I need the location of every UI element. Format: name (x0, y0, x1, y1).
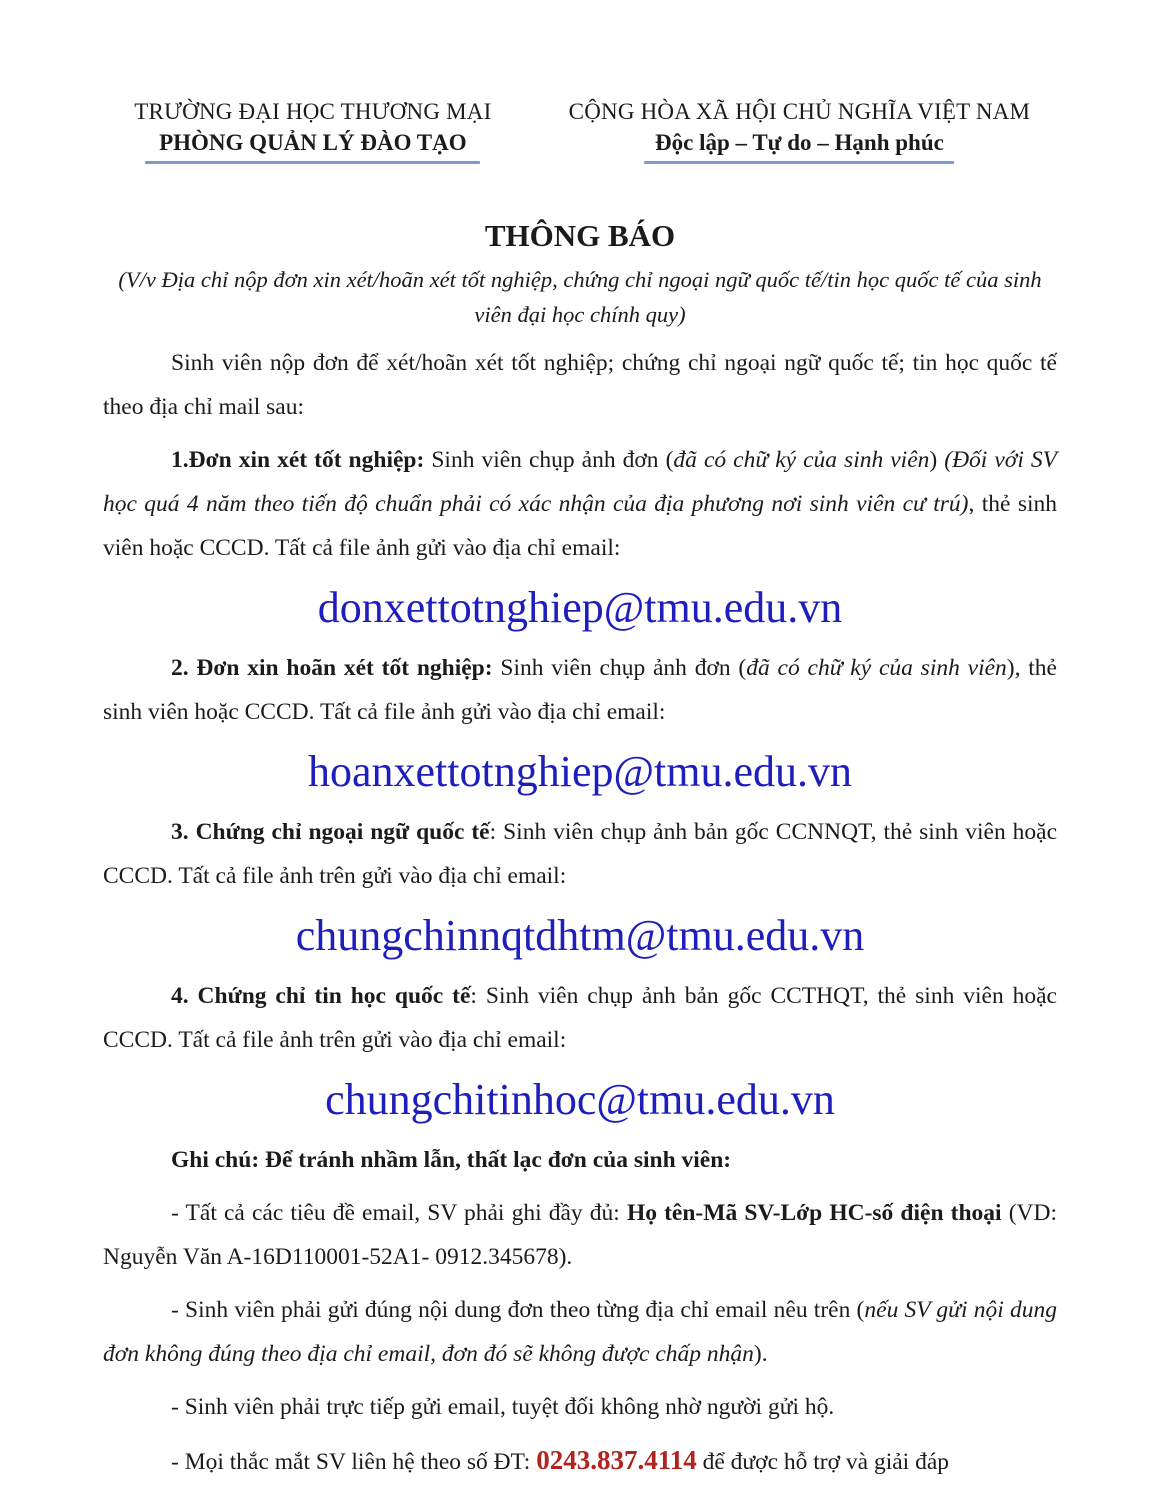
header-right-rule (644, 161, 954, 164)
notes-heading: Ghi chú: Để tránh nhầm lẫn, thất lạc đơn của sinh viên: (171, 1147, 732, 1173)
item-1-italic-a: đã có chữ ký của sinh viên (673, 447, 930, 473)
email-address-language-certificate: chungchinnqtdhtm@tmu.edu.vn (295, 911, 865, 960)
item-1-italic-b: (Đối với SV học quá 4 năm theo tiến độ chuẩn phải có xác nhận của địa phương nơi sinh viên cư trú) (103, 447, 1057, 517)
note-1-text-b: (VD: Nguyễn Văn A-16D110001-52A1- 0912.345678). (103, 1200, 1058, 1270)
email-address-graduation-review: donxettotnghiep@tmu.edu.vn (317, 583, 843, 632)
note-2-text-a: - Sinh viên phải gửi đúng nội dung đơn theo từng địa chỉ email nêu trên ( (171, 1297, 865, 1323)
item-2-italic-a: đã có chữ ký của sinh viên (746, 655, 1007, 681)
note-1-text-a: - Tất cả các tiêu đề email, SV phải ghi đầy đủ: (171, 1200, 627, 1226)
support-phone-number: 0243.837.4114 (536, 1445, 697, 1475)
item-2-text-b: ), thẻ sinh viên hoặc CCCD. Tất cả file ảnh gửi vào địa chỉ email: (103, 655, 1057, 725)
note-4-text-a: - Mọi thắc mắt SV liên hệ theo số ĐT: (171, 1449, 537, 1475)
national-title: CỘNG HÒA XÃ HỘI CHỦ NGHĨA VIỆT NAM (568, 99, 1031, 124)
national-motto-block (542, 96, 1057, 164)
item-1-label: 1.Đơn xin xét tốt nghiệp: (171, 447, 425, 473)
document-subject: (V/v Địa chỉ nộp đơn xin xét/hoãn xét tốt nghiệp, chứng chỉ ngoại ngữ quốc tế/tin học quốc tế của sinh viên đại học chính quy) (118, 267, 1042, 327)
document-header (103, 96, 1057, 164)
item-4-text-a: : Sinh viên chụp ảnh bản gốc CCTHQT, thẻ sinh viên hoặc CCCD. Tất cả file ảnh trên gửi vào địa chỉ email: (103, 983, 1057, 1053)
header-left-rule (145, 161, 480, 164)
issuing-org-block (103, 96, 523, 164)
item-1-text-a: Sinh viên chụp ảnh đơn ( (424, 447, 674, 473)
document-title: THÔNG BÁO (484, 218, 676, 253)
item-1-paragraph (103, 438, 1057, 570)
note-3-paragraph: - Sinh viên phải trực tiếp gửi email, tuyệt đối không nhờ người gửi hộ. (171, 1394, 835, 1420)
item-2-text-a: Sinh viên chụp ảnh đơn ( (492, 655, 747, 681)
note-2-italic: nếu SV gửi nội dung đơn không đúng theo địa chỉ email, đơn đó sẽ không được chấp nhận (103, 1297, 1057, 1367)
item-4-label: 4. Chứng chỉ tin học quốc tế (171, 983, 471, 1009)
department-name: PHÒNG QUẢN LÝ ĐÀO TẠO (159, 130, 467, 155)
item-3-text-a: : Sinh viên chụp ảnh bản gốc CCNNQT, thẻ sinh viên hoặc CCCD. Tất cả file ảnh trên gửi vào địa chỉ email: (103, 819, 1057, 889)
note-2-paragraph (103, 1288, 1057, 1376)
university-name: TRƯỜNG ĐẠI HỌC THƯƠNG MẠI (134, 99, 492, 124)
intro-paragraph: Sinh viên nộp đơn để xét/hoãn xét tốt nghiệp; chứng chỉ ngoại ngữ quốc tế; tin học quốc tế theo địa chỉ mail sau: (103, 350, 1057, 420)
item-4-paragraph (103, 974, 1057, 1062)
note-2-text-b: ). (753, 1341, 768, 1367)
email-address-it-certificate: chungchitinhoc@tmu.edu.vn (325, 1075, 835, 1124)
item-1-text-c: , thẻ sinh viên hoặc CCCD. Tất cả file ảnh gửi vào địa chỉ email: (103, 491, 1057, 561)
note-4-text-b: để được hỗ trợ và giải đáp (696, 1449, 949, 1475)
note-1-bold: Họ tên-Mã SV-Lớp HC-số điện thoại (626, 1200, 1002, 1226)
note-4-paragraph (103, 1438, 1057, 1484)
item-2-paragraph (103, 646, 1057, 734)
item-1-text-b: ) (929, 447, 945, 473)
national-motto: Độc lập – Tự do – Hạnh phúc (655, 130, 944, 155)
note-1-paragraph (103, 1191, 1057, 1279)
email-address-graduation-deferral: hoanxettotnghiep@tmu.edu.vn (308, 747, 852, 796)
item-2-label: 2. Đơn xin hoãn xét tốt nghiệp: (171, 655, 493, 681)
item-3-paragraph (103, 810, 1057, 898)
item-3-label: 3. Chứng chỉ ngoại ngữ quốc tế (171, 819, 490, 845)
